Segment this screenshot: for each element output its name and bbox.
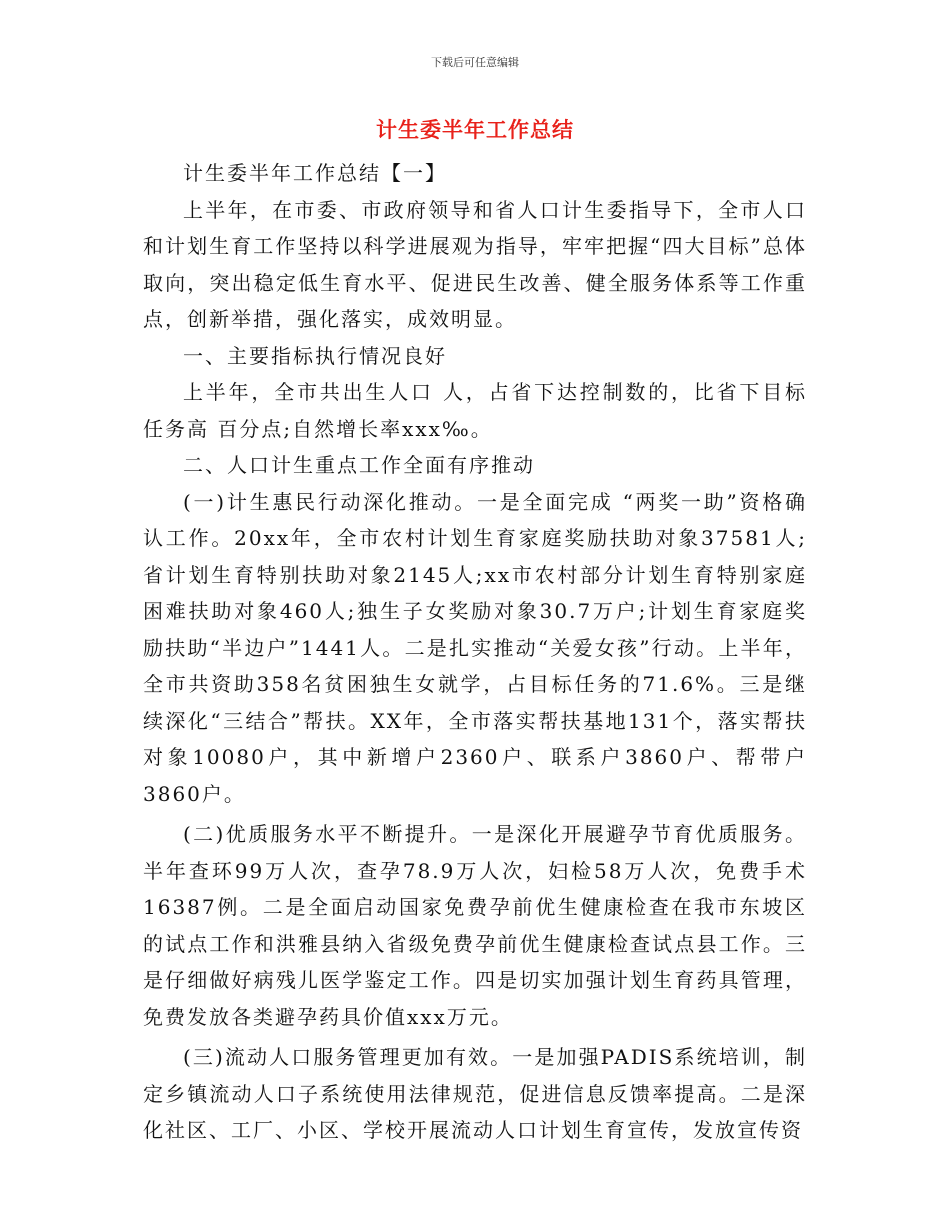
document-body — [143, 155, 807, 1149]
paragraph: (三)流动人口服务管理更加有效。一是加强PADIS系统培训，制定乡镇流动人口子系统使用法律规范，促进信息反馈率提高。二是深化社区、工厂、小区、学校开展流动人口计划生育宣传，发放宣传资 — [143, 1045, 807, 1142]
section-heading: 一、主要指标执行情况良好 — [183, 343, 447, 368]
document-title: 计生委半年工作总结 — [376, 118, 574, 142]
paragraph: (二)优质服务水平不断提升。一是深化开展避孕节育优质服务。半年查环99万人次，查孕78.9万人次，妇检58万人次，免费手术16387例。二是全面启动国家免费孕前优生健康检查在我市东坡区的试点工作和洪雅县纳入省级免费孕前优生健康检查试点县工作。三是仔细做好病残儿医学鉴定工作。四是切实加强计划生育药具管理，免费发放各类避孕药具价值xxx万元。 — [143, 822, 807, 1029]
header-note: 下载后可任意编辑 — [431, 56, 519, 69]
section-heading: 计生委半年工作总结【一】 — [183, 161, 447, 185]
paragraph: (一)计生惠民行动深化推动。一是全面完成 “两奖一助”资格确认工作。20xx年，全市农村计划生育家庭奖励扶助对象37581人;省计划生育特别扶助对象2145人;xx市农村部分计划生育特别家庭困难扶助对象460人;独生子女奖励对象30.7万户;计划生育家庭奖励扶助“半边户”1441人。二是扎实推动“关爱女孩”行动。上半年，全市共资助358名贫困独生女就学，占目标任务的71.6%。三是继续深化“三结合”帮扶。XX年，全市落实帮扶基地131个，落实帮扶对象10080户，其中新增户2360户、联系户3860户、帮带户3860户。 — [143, 489, 807, 806]
section-heading: 二、人口计生重点工作全面有序推动 — [183, 453, 535, 477]
paragraph: 上半年，全市共出生人口 人，占省下达控制数的，比省下目标任务高 百分点;自然增长率xxx‰。 — [143, 380, 807, 441]
paragraph: 上半年，在市委、市政府领导和省人口计生委指导下，全市人口和计划生育工作坚持以科学进展观为指导，牢牢把握“四大目标”总体取向，突出稳定低生育水平、促进民生改善、健全服务体系等工作重点，创新举措，强化落实，成效明显。 — [143, 197, 807, 331]
